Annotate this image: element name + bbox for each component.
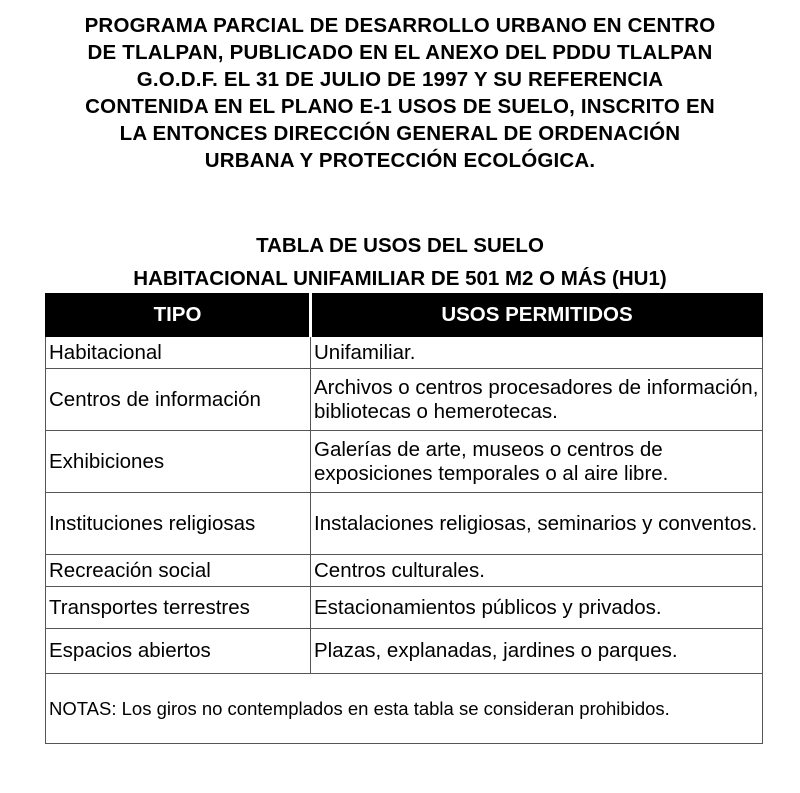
header-tipo: TIPO: [46, 294, 311, 337]
cell-usos: Instalaciones religiosas, seminarios y conventos.: [311, 493, 763, 555]
table-row: [46, 629, 763, 674]
cell-tipo: Recreación social: [46, 555, 311, 587]
notes-row: [46, 674, 763, 744]
document-heading: [30, 12, 770, 174]
table-title: TABLA DE USOS DEL SUELO: [256, 234, 544, 257]
table-notes: NOTAS: Los giros no contemplados en esta tabla se consideran prohibidos.: [46, 674, 763, 744]
cell-tipo: Centros de información: [46, 369, 311, 431]
cell-tipo: Instituciones religiosas: [46, 493, 311, 555]
table-row: [46, 431, 763, 493]
cell-usos: Archivos o centros procesadores de información, bibliotecas o hemerotecas.: [311, 369, 763, 431]
cell-usos: Unifamiliar.: [311, 337, 763, 369]
cell-usos: Galerías de arte, museos o centros de exposiciones temporales o al aire libre.: [311, 431, 763, 493]
table-row: [46, 369, 763, 431]
land-use-table: [45, 293, 763, 744]
cell-usos: Estacionamientos públicos y privados.: [311, 587, 763, 629]
cell-tipo: Habitacional: [46, 337, 311, 369]
cell-usos: Centros culturales.: [311, 555, 763, 587]
table-row: [46, 555, 763, 587]
table-header-row: [46, 294, 763, 337]
table-subtitle: HABITACIONAL UNIFAMILIAR DE 501 M2 O MÁS (HU1): [133, 267, 667, 290]
cell-tipo: Transportes terrestres: [46, 587, 311, 629]
heading-line: G.O.D.F. EL 31 DE JULIO DE 1997 Y SU REFERENCIA: [136, 68, 664, 91]
header-usos-permitidos: USOS PERMITIDOS: [311, 294, 763, 337]
heading-line: LA ENTONCES DIRECCIÓN GENERAL DE ORDENACIÓN: [119, 122, 681, 145]
heading-line: URBANA Y PROTECCIÓN ECOLÓGICA.: [204, 149, 596, 172]
heading-line: CONTENIDA EN EL PLANO E-1 USOS DE SUELO, INSCRITO EN: [85, 95, 715, 118]
cell-usos: Plazas, explanadas, jardines o parques.: [311, 629, 763, 674]
heading-line: DE TLALPAN, PUBLICADO EN EL ANEXO DEL PDDU TLALPAN: [87, 41, 713, 64]
table-row: [46, 337, 763, 369]
table-row: [46, 493, 763, 555]
cell-tipo: Exhibiciones: [46, 431, 311, 493]
table-row: [46, 587, 763, 629]
heading-line: PROGRAMA PARCIAL DE DESARROLLO URBANO EN CENTRO: [84, 14, 716, 37]
cell-tipo: Espacios abiertos: [46, 629, 311, 674]
